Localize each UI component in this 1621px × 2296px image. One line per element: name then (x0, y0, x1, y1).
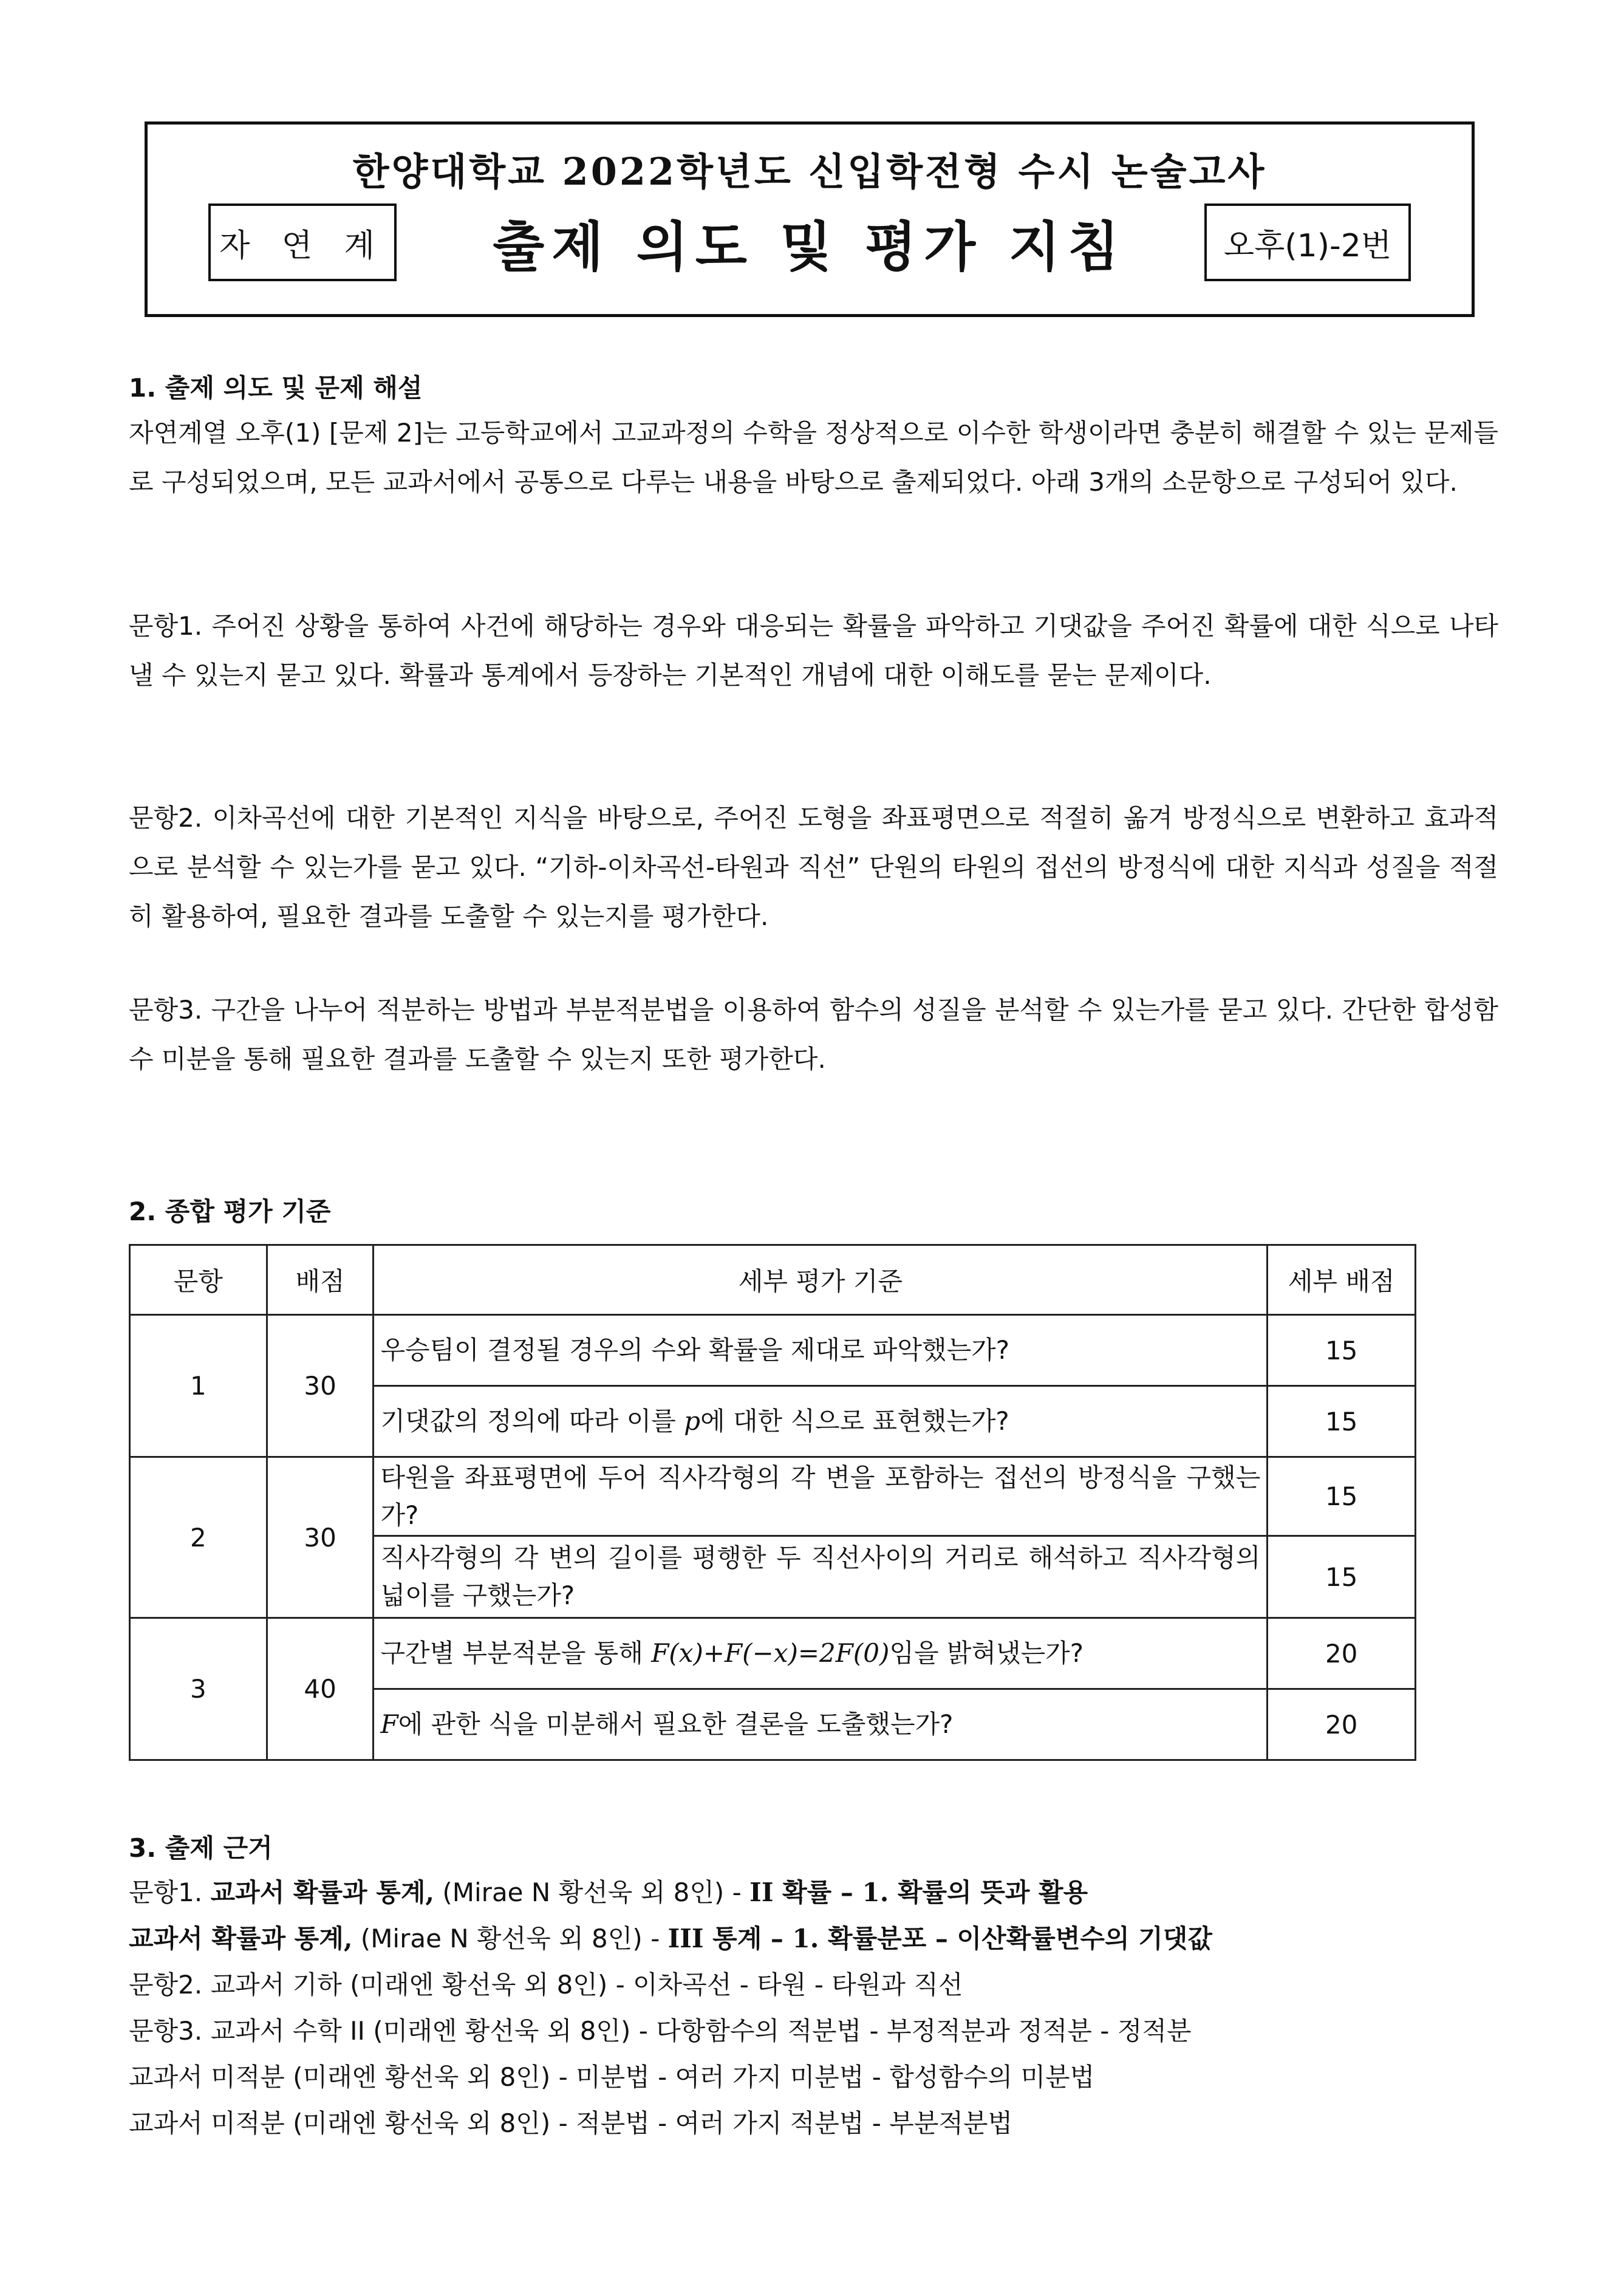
track-label: 자 연 계 (208, 203, 397, 281)
reference-line: 교과서 미적분 (미래엔 황선욱 외 8인) - 적분법 - 여러 가지 적분법 - 부분적분법 (129, 2108, 1013, 2138)
table-header-row (130, 1245, 1416, 1315)
page-heading: 출제 의도 및 평가 지침 (493, 215, 1127, 278)
section1-intro: 자연계열 오후(1) [문제 2]는 고등학교에서 고교과정의 수학을 정상적으로 이수한 학생이라면 충분히 해결할 수 있는 문제들로 구성되었으며, 모든 교과서에서 공통으로 다루는 내용을 바탕으로 출제되었다. 아래 3개의 소문항으로 구성되어 있다. (129, 418, 1498, 497)
math-formula: F(x)+F(−x)=2F(0) (651, 1638, 890, 1668)
reference-line: 문항3. 교과서 수학 II (미래엔 황선욱 외 8인) - 다항함수의 적분법 - 부정적분과 정적분 - 정적분 (129, 2016, 1192, 2046)
criteria-text: 우승팀이 결정될 경우의 수와 확률을 제대로 파악했는가? (374, 1315, 1268, 1386)
section2-title: 2. 종합 평가 기준 (129, 1197, 331, 1226)
criteria-text: 직사각형의 각 변의 길이를 평행한 두 직선사이의 거리로 해석하고 직사각형의 넓이를 구했는가? (374, 1536, 1268, 1618)
exam-title: 한양대학교 2022학년도 신입학전형 수시 논술고사 (352, 149, 1267, 194)
section3-title: 3. 출제 근거 (129, 1833, 273, 1863)
section1-item1: 문항1. 주어진 상황을 통하여 사건에 해당하는 경우와 대응되는 확률을 파악하고 기댓값을 주어진 확률에 대한 식으로 나타낼 수 있는지 묻고 있다. 확률과 통계에서 등장하는 기본적인 개념에 대한 이해도를 묻는 문제이다. (129, 611, 1498, 690)
sub-score: 15 (1268, 1386, 1416, 1457)
sub-score: 15 (1268, 1457, 1416, 1536)
item-score: 30 (267, 1315, 374, 1457)
header-box (145, 121, 1475, 317)
evaluation-table (129, 1244, 1416, 1761)
item-number: 1 (130, 1315, 267, 1457)
table-row (130, 1618, 1416, 1689)
section1-title: 1. 출제 의도 및 문제 해설 (129, 373, 423, 403)
criteria-text: F에 관한 식을 미분해서 필요한 결론을 도출했는가? (374, 1689, 1268, 1760)
section1-item3: 문항3. 구간을 나누어 적분하는 방법과 부분적분법을 이용하여 함수의 성질을 분석할 수 있는가를 묻고 있다. 간단한 합성함수 미분을 통해 필요한 결과를 도출할 수 있는지 또한 평가한다. (129, 995, 1498, 1074)
sub-score: 20 (1268, 1618, 1416, 1689)
item-number: 2 (130, 1457, 267, 1618)
reference-line: 문항2. 교과서 기하 (미래엔 황선욱 외 8인) - 이차곡선 - 타원 - 타원과 직선 (129, 1970, 963, 2000)
math-variable: p (684, 1406, 701, 1436)
item-number: 3 (130, 1618, 267, 1760)
reference-line: 교과서 미적분 (미래엔 황선욱 외 8인) - 미분법 - 여러 가지 미분법 - 합성함수의 미분법 (129, 2062, 1095, 2092)
criteria-text: 구간별 부분적분을 통해 F(x)+F(−x)=2F(0)임을 밝혀냈는가? (374, 1618, 1268, 1689)
reference-line: 문항1. 교과서 확률과 통계, (Mirae N 황선욱 외 8인) - II 확률 – 1. 확률의 뜻과 활용 (129, 1877, 1088, 1907)
session-label: 오후(1)-2번 (1204, 203, 1411, 281)
table-row (130, 1315, 1416, 1386)
criteria-text: 기댓값의 정의에 따라 이를 p에 대한 식으로 표현했는가? (374, 1386, 1268, 1457)
sub-score: 20 (1268, 1689, 1416, 1760)
section1-item2: 문항2. 이차곡선에 대한 기본적인 지식을 바탕으로, 주어진 도형을 좌표평면으로 적절히 옮겨 방정식으로 변환하고 효과적으로 분석할 수 있는가를 묻고 있다. “기하-이차곡선-타원과 직선” 단원의 타원의 접선의 방정식에 대한 지식과 성질을 적절히 활용하여, 필요한 결과를 도출할 수 있는지를 평가한다. (129, 803, 1498, 931)
item-score: 40 (267, 1618, 374, 1760)
table-row (130, 1457, 1416, 1536)
reference-line: 교과서 확률과 통계, (Mirae N 황선욱 외 8인) - III 통계 – 1. 확률분포 – 이산확률변수의 기댓값 (129, 1924, 1212, 1953)
item-score: 30 (267, 1457, 374, 1618)
header-criteria: 세부 평가 기준 (374, 1245, 1268, 1315)
header-score: 배점 (267, 1245, 374, 1315)
math-variable: F (380, 1709, 398, 1739)
header-sub-score: 세부 배점 (1268, 1245, 1416, 1315)
sub-score: 15 (1268, 1315, 1416, 1386)
criteria-text: 타원을 좌표평면에 두어 직사각형의 각 변을 포함하는 접선의 방정식을 구했는가? (374, 1457, 1268, 1536)
sub-score: 15 (1268, 1536, 1416, 1618)
header-item: 문항 (130, 1245, 267, 1315)
